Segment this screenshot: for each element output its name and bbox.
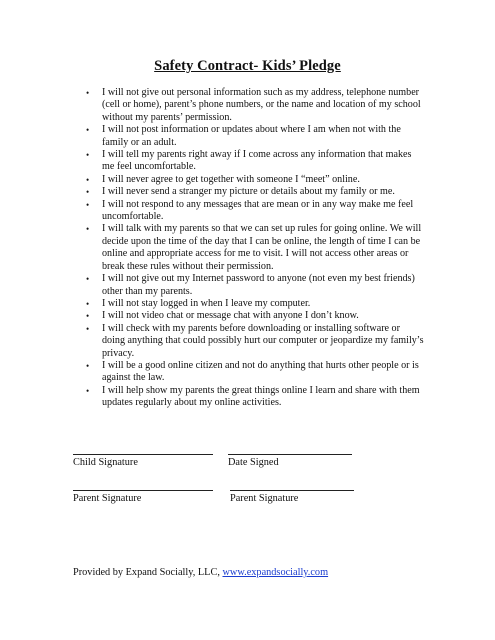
list-item: • I will check with my parents before downloading or installing software or doing anything that could possibly hurt our computer or jeopardize my family’s privacy. (86, 322, 424, 359)
bullet-icon: • (86, 199, 90, 210)
footer (73, 567, 328, 578)
child-signature-line[interactable] (73, 454, 213, 455)
parent-signature-line-2[interactable] (230, 490, 354, 491)
date-signed-label: Date Signed (228, 457, 279, 468)
bullet-icon: • (86, 125, 90, 136)
list-item: • I will not give out my Internet password to anyone (not even my best friends) other than my parents. (86, 273, 415, 297)
parent-signature-label-1: Parent Signature (73, 493, 142, 504)
bullet-icon: • (86, 88, 90, 98)
list-item: • I will help show my parents the great things online I learn and share with them updates regularly about my online activities. (86, 384, 420, 409)
list-item: • I will not video chat or message chat with anyone I don’t know. (86, 310, 359, 322)
document-title: Safety Contract- Kids’ Pledge (154, 58, 341, 74)
bullet-icon: • (86, 187, 90, 198)
bullet-icon: • (86, 311, 90, 322)
list-item: • I will talk with my parents so that we can set up rules for going online. We will decide upon the time of the day that I can be online, the length of time I can be online and appropriate access for me to visit. I will not access other areas or break these rules without their permission. (86, 223, 422, 272)
list-item: • I will not respond to any messages that are mean or in any way make me feel uncomfortable. (86, 198, 414, 223)
bullet-icon: • (86, 385, 90, 396)
bullet-icon: • (86, 274, 90, 285)
list-item: • I will not post information or updates about where I am when not with the family or an adult. (86, 124, 401, 148)
bullet-icon: • (86, 360, 90, 371)
list-item: • I will not give out personal information such as my address, telephone number (cell or home), parent’s phone numbers, or the name and location of my school without my parents’ permission. (86, 87, 421, 123)
list-item: • I will tell my parents right away if I come across any information that makes me feel uncomfortable. (86, 149, 412, 173)
list-item: • I will be a good online citizen and not do anything that hurts other people or is against the law. (86, 359, 419, 384)
footer-text: Provided by Expand Socially, LLC, (73, 567, 223, 578)
parent-signature-label-2: Parent Signature (230, 493, 299, 504)
pledge-list (84, 87, 424, 410)
website-link[interactable]: www.expandsocially.com (222, 567, 329, 578)
list-item: • I will never send a stranger my picture or details about my family or me. (86, 186, 395, 198)
bullet-icon: • (86, 323, 90, 334)
date-signed-line[interactable] (228, 454, 352, 455)
bullet-icon: • (86, 298, 90, 309)
parent-signature-line-1[interactable] (73, 490, 213, 491)
child-signature-label: Child Signature (73, 457, 138, 468)
bullet-icon: • (86, 224, 90, 235)
bullet-icon: • (86, 174, 90, 185)
bullet-icon: • (86, 150, 90, 161)
list-item: • I will not stay logged in when I leave my computer. (86, 297, 311, 309)
list-item: • I will never agree to get together with someone I “meet” online. (86, 173, 360, 185)
